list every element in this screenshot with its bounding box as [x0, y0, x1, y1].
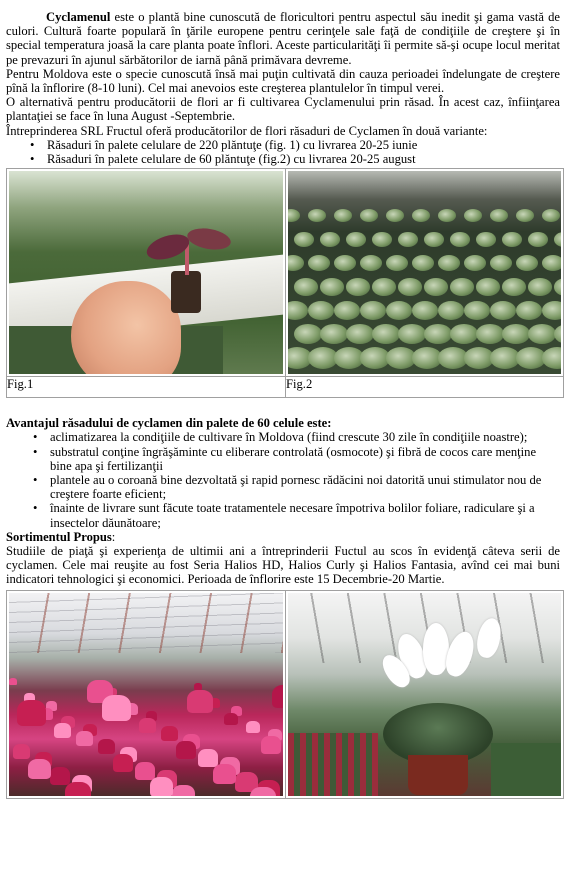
advantages-list [6, 430, 560, 529]
list-item: • Răsaduri în palete celulare de 220 plăntuţe (fig. 1) cu livrarea 20-25 iunie [6, 138, 560, 152]
moldova-paragraph: Pentru Moldova este o specie cunoscută însă mai puţin cultivată din cauza perioadei îndelungate de creştere pînă la înflorire (8-10 luni). Cel mai anevoios este creşterea plantulelor în timpul verei. [6, 66, 560, 96]
list-item: • Răsaduri în palete celulare de 60 plăntuţe (fig.2) cu livrarea 20-25 august [6, 152, 560, 166]
intro-paragraph [6, 10, 560, 67]
list-item: • substratul conţine îngrăşăminte cu eliberare controlată (osmocote) şi fibră de cocos care menţine bine apa şi fertilizanţii [6, 445, 560, 473]
advantages-heading: Avantajul răsadului de cyclamen din palete de 60 celule este: [6, 416, 332, 431]
assortment-heading: Sortimentul Propus: [6, 529, 116, 544]
alternative-paragraph: O alternativă pentru producătorii de flori ar fi cultivarea Cyclamenului prin răsad. În acest caz, înfiinţarea plantaţiei se face în luna August -Septembrie. [6, 95, 560, 124]
greenhouse-pink-cyclamen-photo [9, 593, 283, 796]
list-item: • plantele au o coroană bine dezvoltată şi rapid pornesc rădăcini noi datorită unui stimulator nou de creştere foarte eficient; [6, 473, 560, 501]
intro-lead-text: este o plantă bine cunoscută de floricultori pentru aspectul său inedit şi gama vastă de culori. Cultură foarte populară în ţările europene pentru cerinţele sale faţă de condiţiile de creştere şi în special temperatura joasă la care planta poate înflori. Aceste particularităţi îi permite să-şi ocupe locul meritat pe prevazuri în ajunul sărbătorilor de iarnă până primăvara devreme. [6, 10, 560, 67]
figure-table-top [6, 168, 564, 398]
seedling-in-hand-photo [9, 171, 283, 374]
figure-table-bottom [6, 590, 564, 799]
list-item: • înainte de livrare sunt făcute toate tratamentele necesare împotriva bolilor foliare, radiculare şi a insectelor dăunătoare; [6, 501, 560, 529]
list-item: • aclimatizarea la condiţiile de cultivare în Moldova (fiind crescute 30 zile în condiţiile noastre); [6, 430, 560, 444]
fig1-caption: Fig.1 [7, 377, 286, 398]
seedling-tray-photo [288, 171, 561, 374]
fig2-caption: Fig.2 [286, 377, 564, 398]
white-cyclamen-photo [288, 593, 561, 796]
assortment-paragraph: Studiile de piaţă şi experienţa de ultimii ani a întreprinderii Fuctul au scos în evidenţă câteva serii de cyclamen. Cele mai reuşite au fost Seria Halios HD, Halios Curly şi Halios Fantasia, avînd cei mai buni indicatori tehnologici şi economici. Perioada de înflorire este 15 Decembrie-20 Martie. [6, 544, 560, 587]
offer-paragraph: Întreprinderea SRL Fructul oferă producătorilor de flori răsaduri de Cyclamen în două variante: [6, 123, 488, 138]
intro-lead-bold: Cyclamenul [46, 10, 111, 24]
variants-list [6, 138, 560, 166]
